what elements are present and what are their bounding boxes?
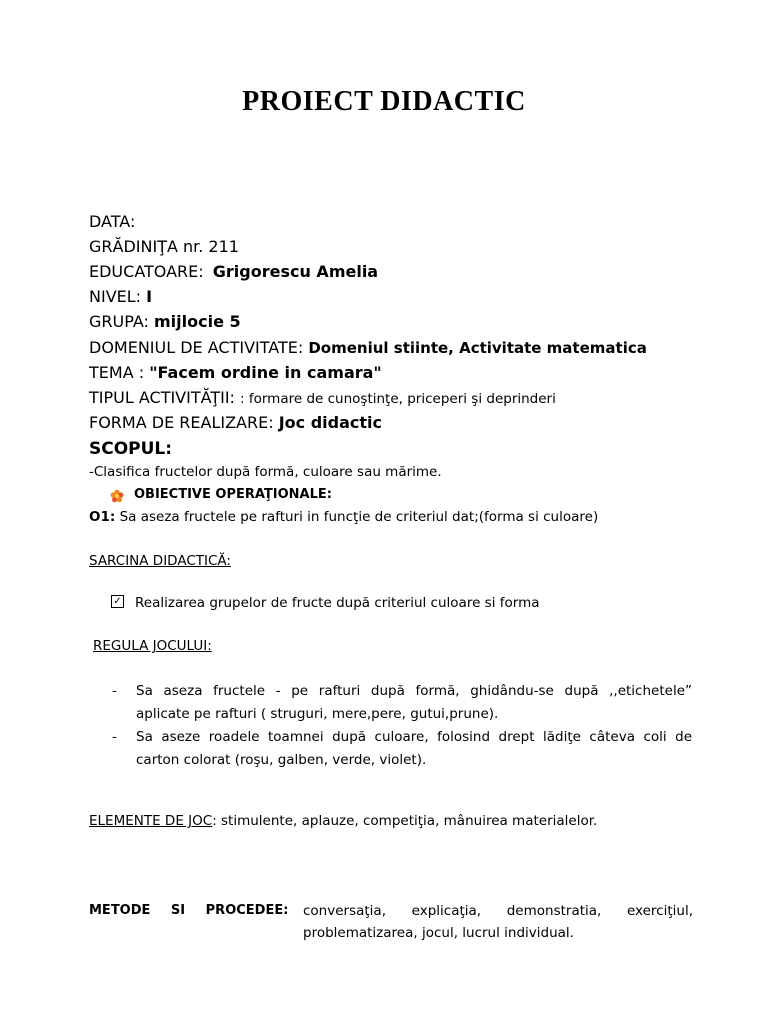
domeniu-field [89,338,647,358]
data-label: DATA: [89,212,136,231]
scopul-heading: SCOPUL: [89,439,173,459]
list-dash: - [112,729,117,745]
metode-line-1: conversaţia, explicaţia, demonstratia, exerciţiul, [303,903,693,919]
grupa-field [89,312,241,332]
nivel-label: NIVEL: [89,287,142,306]
grupa-value: mijlocie 5 [154,312,241,331]
tipul-label: TIPUL ACTIVITĂŢII: [89,388,235,407]
sarcina-heading: SARCINA DIDACTICĂ: [89,553,231,569]
metode-line-2: problematizarea, jocul, lucrul individual. [303,925,574,941]
educatoare-value: Grigorescu Amelia [212,262,379,281]
tema-label: TEMA : [89,363,145,382]
o1-line [89,509,598,525]
scopul-text: -Clasifica fructelor după formă, culoare sau mărime. [89,464,442,480]
nivel-value: I [146,287,153,306]
rule-line-1: Sa aseza fructele - pe rafturi după formă, ghidându-se după ,,etichetele” [136,683,692,699]
list-item [112,726,692,772]
regula-heading: REGULA JOCULUI: [93,638,212,654]
list-item [112,680,692,726]
o1-text: Sa aseza fructele pe rafturi in funcţie de criteriul dat;(forma si culoare) [119,509,599,525]
data-field [89,212,135,232]
checkbox-icon: ✓ [111,595,124,608]
obiective-heading: OBIECTIVE OPERAŢIONALE: [134,487,332,502]
tipul-field [89,388,556,409]
metode-label: METODE SI PROCEDEE: [89,903,289,918]
o1-label: O1: [89,509,116,525]
educatoare-label: EDUCATOARE: [89,262,204,281]
tipul-value: : formare de cunoştinţe, priceperi şi deprinderi [240,391,556,407]
elemente-text: : stimulente, aplauze, competiţia, mânuirea materialelor. [212,813,598,829]
gradinita-field [89,237,239,257]
elemente-label: ELEMENTE DE JOC [89,813,213,829]
grupa-label: GRUPA: [89,312,149,331]
rule-line-2: carton colorat (roşu, galben, verde, violet). [136,752,427,768]
educatoare-field [89,262,378,282]
forma-label: FORMA DE REALIZARE: [89,413,274,432]
forma-field [89,413,382,433]
flower-bullet-icon [110,489,124,503]
rule-line-2: aplicate pe rafturi ( struguri, mere,pere, gutui,prune). [136,706,499,722]
domeniu-value: Domeniul stiinte, Activitate matematica [308,339,647,357]
elemente-line [89,813,597,829]
sarcina-text: Realizarea grupelor de fructe după criteriul culoare si forma [135,595,540,611]
forma-value: Joc didactic [278,413,382,432]
rule-line-1: Sa aseze roadele toamnei după culoare, folosind drept lădiţe câteva coli de [136,729,692,745]
tema-value: "Facem ordine in camara" [149,363,382,382]
list-dash: - [112,683,117,699]
tema-field [89,363,382,383]
nivel-field [89,287,152,307]
domeniu-label: DOMENIUL DE ACTIVITATE: [89,338,304,357]
gradinita-label: GRĂDINIŢA nr. 211 [89,237,239,256]
document-title: PROIECT DIDACTIC [242,86,526,117]
